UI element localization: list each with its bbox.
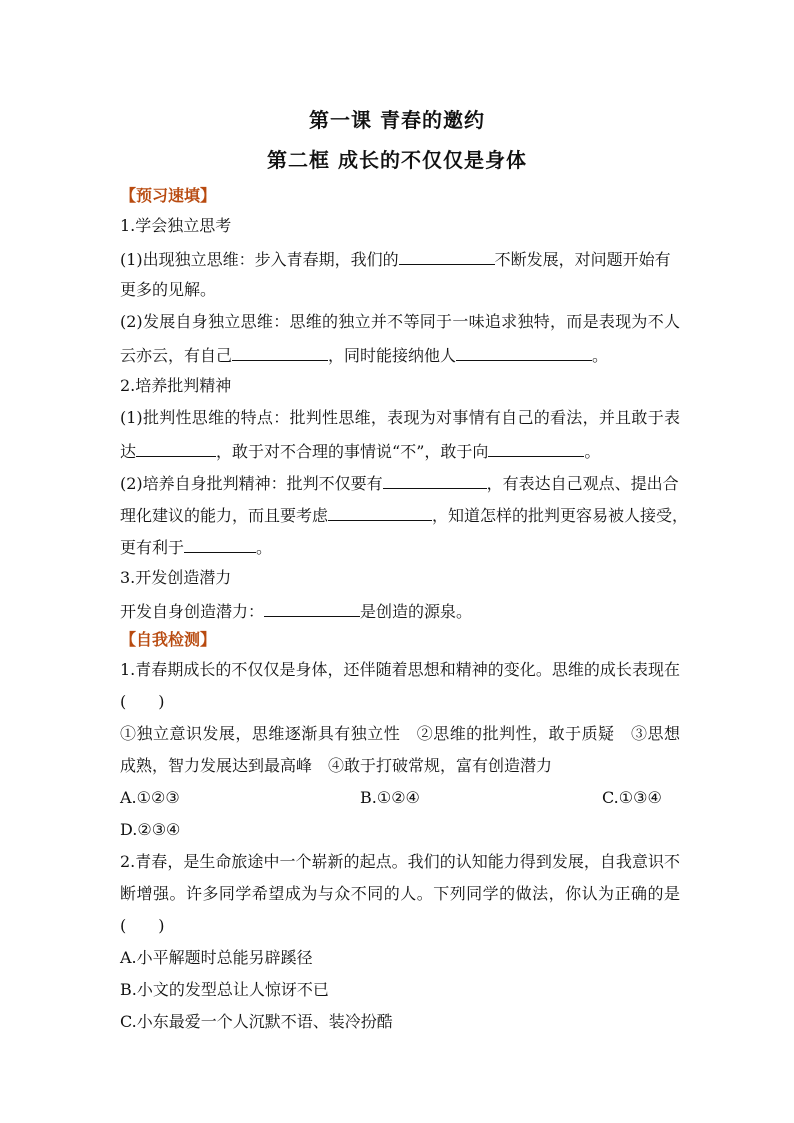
s3-heading: 3.开发创造潜力 <box>120 568 232 587</box>
s2-p2-line2 <box>120 502 689 528</box>
fill-blank[interactable] <box>456 342 592 361</box>
section-title: 第二框 成长的不仅仅是身体 <box>267 148 527 172</box>
lesson-title: 第一课 青春的邀约 <box>309 108 485 132</box>
text: ，有表达自己观点、提出合 <box>486 474 679 493</box>
text: (2)培养自身批判精神：批判不仅要有 <box>120 474 383 493</box>
fill-blank[interactable] <box>184 534 256 553</box>
q1-option-d[interactable]: D.②③④ <box>120 820 181 839</box>
text: ，敢于对不合理的事情说“不”，敢于向 <box>216 442 489 461</box>
q2-option-b[interactable]: B.小文的发型总让人惊讶不已 <box>120 980 329 999</box>
q1-option-a[interactable]: A.①②③ <box>120 788 180 807</box>
s2-heading: 2.培养批判精神 <box>120 376 232 395</box>
text: 开发自身创造潜力： <box>120 602 265 621</box>
text: (1)出现独立思维：步入青春期，我们的 <box>120 250 399 269</box>
q1-stem-line1: 1.青春期成长的不仅仅是身体，还伴随着思想和精神的变化。思维的成长表现在 <box>120 660 680 679</box>
text: 。 <box>592 346 609 365</box>
text: 云亦云，有自己 <box>120 346 233 365</box>
text: ，同时能接纳他人 <box>328 346 457 365</box>
preview-header: 【预习速填】 <box>120 186 217 205</box>
fill-blank[interactable] <box>328 502 432 521</box>
s2-p1-line2 <box>120 438 680 464</box>
s1-heading: 1.学会独立思考 <box>120 216 232 235</box>
text: 不断发展，对问题开始有 <box>494 250 671 269</box>
fill-blank[interactable] <box>399 246 495 265</box>
q2-option-a[interactable]: A.小平解题时总能另辟蹊径 <box>120 948 313 967</box>
fill-blank[interactable] <box>264 598 360 617</box>
s1-p2-line1: (2)发展自身独立思维：思维的独立并不等同于一味追求独特，而是表现为不人 <box>120 312 680 331</box>
text: 。 <box>256 538 273 557</box>
text: 更有利于 <box>120 538 185 557</box>
s1-p1-line1 <box>120 246 680 272</box>
selfcheck-header: 【自我检测】 <box>120 630 217 649</box>
text: 是创造的源泉。 <box>360 602 473 621</box>
text: 理化建议的能力，而且要考虑 <box>120 506 329 525</box>
fill-blank[interactable] <box>383 470 487 489</box>
q1-option-b[interactable]: B.①②④ <box>360 788 420 807</box>
q2-stem-line2: 断增强。许多同学希望成为与众不同的人。下列同学的做法，你认为正确的是 <box>120 884 680 903</box>
q1-option-c[interactable]: C.①③④ <box>602 788 662 807</box>
fill-blank[interactable] <box>232 342 328 361</box>
q1-items-line1: ①独立意识发展，思维逐渐具有独立性 ②思维的批判性，敢于质疑 ③思想 <box>120 724 680 743</box>
s2-p2-line1 <box>120 470 680 496</box>
s2-p2-line3 <box>120 534 680 560</box>
text: 。 <box>584 442 601 461</box>
s2-p1-line1: (1)批判性思维的特点：批判性思维，表现为对事情有自己的看法，并且敢于表 <box>120 408 680 427</box>
s3-p1 <box>120 598 680 624</box>
s1-p2-line2 <box>120 342 680 368</box>
q2-option-c[interactable]: C.小东最爱一个人沉默不语、装冷扮酷 <box>120 1012 393 1031</box>
fill-blank[interactable] <box>488 438 584 457</box>
q1-items-line2: 成熟，智力发展达到最高峰 ④敢于打破常规，富有创造潜力 <box>120 756 553 775</box>
text: 达 <box>120 442 137 461</box>
text: ，知道怎样的批判更容易被人接受， <box>432 506 689 525</box>
fill-blank[interactable] <box>136 438 216 457</box>
q2-answer-paren: ( ) <box>120 916 165 935</box>
q2-stem-line1: 2.青春，是生命旅途中一个崭新的起点。我们的认知能力得到发展，自我意识不 <box>120 852 680 871</box>
q1-answer-paren: ( ) <box>120 692 165 711</box>
s1-p1-line2: 更多的见解。 <box>120 280 217 299</box>
